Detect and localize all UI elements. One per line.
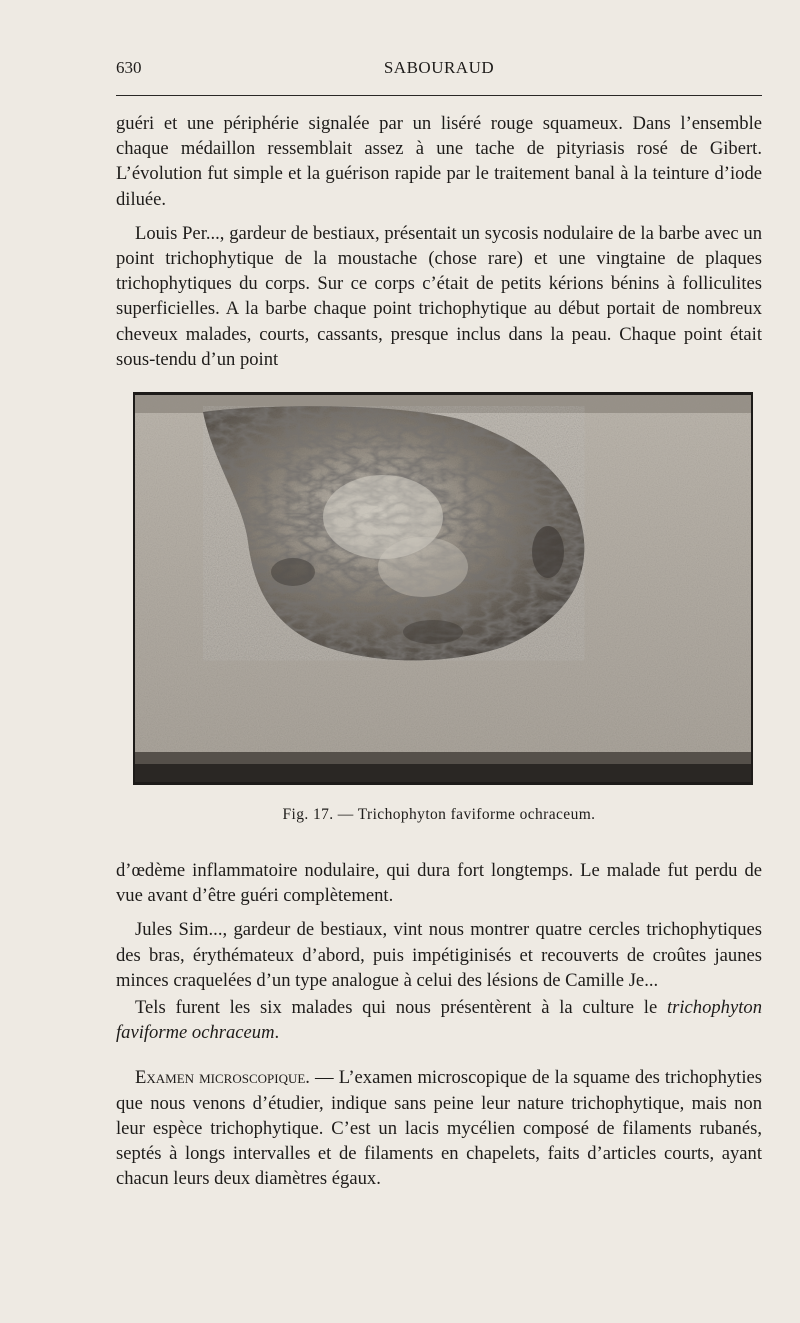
figure-17-photograph [133, 392, 753, 785]
running-title: SABOURAUD [383, 58, 495, 77]
paragraph-six-malades [116, 995, 762, 1045]
six-malades-end: . [274, 1022, 280, 1044]
text-block-bottom [116, 858, 762, 1191]
header-rule [116, 95, 762, 96]
paragraph-louis-per: Louis Per..., gardeur de bestiaux, présentait un sycosis nodulaire de la barbe avec un point trichophytique de la moustache (chose rare) et une vingtaine de plaques trichophytiques du corps. Sur ce corps c’était de petits kérions bénins à folliculites superficielles. A la barbe chaque point trichophytique au début portait de nombreux cheveux malades, courts, cassants, presque inclus dans la peau. Chaque point était sous-tendu d’un point [116, 222, 762, 370]
paragraph-oedeme: d’œdème inflammatoire nodulaire, qui dura fort longtemps. Le malade fut perdu de vue avant d’être guéri complètement. [116, 860, 762, 907]
examen-text: . — L’examen microscopique de la squame des trichophyties que nous venons d’étudier, indique sans peine leur nature trichophytique, mais non leur espèce trichophytique. C’est un lacis mycélien composé de filaments rubanés, septés à longs intervalles et de filaments en chapelets, faits d’articles courts, ayant chacun leurs deux diamètres égaux. [116, 1067, 762, 1190]
paragraph-jules-sim: Jules Sim..., gardeur de bestiaux, vint nous montrer quatre cercles trichophytiques des bras, érythémateux d’abord, puis impétiginisés et recouverts de croûtes jaunes minces craquelées d’un type analogue à celui des lésions de Camille Je... [116, 919, 762, 991]
section-heading-initial: E [135, 1067, 147, 1089]
page-number: 630 [116, 58, 142, 77]
species-name-italic: trichophyton faviforme ochraceum [116, 997, 762, 1044]
text-block-top [116, 111, 762, 372]
paragraph-continuation: guéri et une périphérie signalée par un liséré rouge squameux. Dans l’ensemble chaque médaillon ressemblait assez à une tache de pityriasis rosé de Gibert. L’évolution fut simple et la guérison rapide par le traitement banal à la teinture d’iode diluée. [116, 113, 762, 210]
six-malades-text: Tels furent les six malades qui nous présentèrent à la culture le [135, 997, 667, 1019]
figure-caption: Fig. 17. — Trichophyton faviforme ochraceum. [282, 806, 596, 823]
running-header [116, 58, 762, 86]
section-heading-smallcaps: xamen microscopique [146, 1067, 306, 1089]
lesion-photo-illustration [133, 392, 753, 785]
paragraph-examen-microscopique [116, 1065, 762, 1191]
